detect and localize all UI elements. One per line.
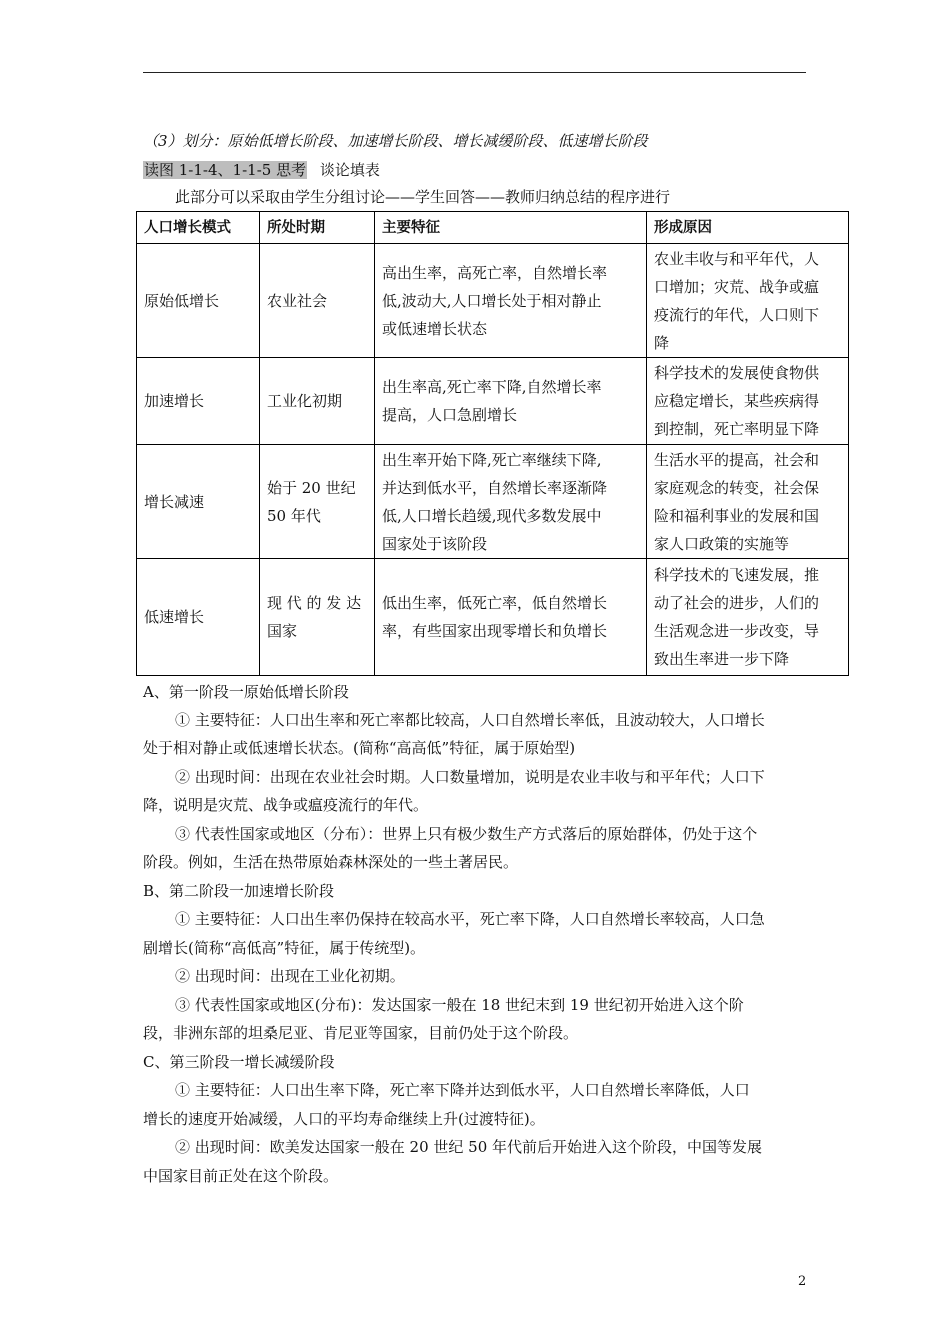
cell-line: 低出生率，低死亡率，低自然增长 xyxy=(382,594,608,612)
table-row xyxy=(137,244,849,358)
cell-line: 国家处于该阶段 xyxy=(382,534,488,553)
cell-causes xyxy=(647,244,849,358)
header-causes: 形成原因 xyxy=(647,212,849,244)
cell-features xyxy=(375,358,647,445)
paragraph-line: 处于相对静止或低速增长状态。(简称“高高低”特征，属于原始型) xyxy=(143,739,576,757)
cell-line: 降 xyxy=(654,333,670,352)
cell-line: 并达到低水平，自然增长率逐渐降 xyxy=(382,478,608,497)
cell-line: 出生率开始下降,死亡率继续下降, xyxy=(382,450,602,469)
cell-line: 疫流行的年代，人口则下 xyxy=(654,305,820,324)
cell-features xyxy=(375,244,647,358)
cell-line: 始于 20 世纪 xyxy=(267,478,356,497)
figure-reference-highlight: 读图 1-1-4、1-1-5 思考 xyxy=(144,161,307,179)
cell-causes xyxy=(647,358,849,445)
cell-period xyxy=(260,445,375,559)
paragraph-line: ② 出现时间：欧美发达国家一般在 20 世纪 50 年代前后开始进入这个阶段，中国等发展 xyxy=(175,1138,763,1156)
table-row xyxy=(137,358,849,445)
paragraph-line: ③ 代表性国家或地区(分布)：发达国家一般在 18 世纪末到 19 世纪初开始进入这个阶 xyxy=(175,996,744,1014)
paragraph-line: 阶段。例如，生活在热带原始森林深处的一些土著居民。 xyxy=(143,853,519,871)
table-row xyxy=(137,445,849,559)
cell-line: 现 代 的 发 达 xyxy=(267,594,362,612)
cell-period xyxy=(260,559,375,676)
paragraph-line: ② 出现时间：出现在农业社会时期。人口数量增加，说明是农业丰收与和平年代；人口下 xyxy=(175,768,765,786)
paragraph-line: ① 主要特征：人口出生率仍保持在较高水平，死亡率下降，人口自然增长率较高，人口急 xyxy=(175,910,765,928)
paragraph-line: 段，非洲东部的坦桑尼亚、肯尼亚等国家，目前仍处于这个阶段。 xyxy=(143,1024,579,1042)
cell-line: 致出生率进一步下降 xyxy=(654,650,790,668)
header-period: 所处时期 xyxy=(260,212,375,244)
cell-line: 生活观念进一步改变，导 xyxy=(654,622,820,640)
table-row xyxy=(137,559,849,676)
page-number: 2 xyxy=(798,1274,807,1289)
cell-line: 或低速增长状态 xyxy=(382,319,488,338)
cell-line: 国家 xyxy=(267,622,298,640)
cell-line: 农业丰收与和平年代，人 xyxy=(654,249,820,268)
header-features: 主要特征 xyxy=(375,212,647,244)
paragraph-line: ③ 代表性国家或地区（分布）：世界上只有极少数生产方式落后的原始群体，仍处于这个 xyxy=(175,825,758,843)
cell-line: 家庭观念的转变，社会保 xyxy=(654,478,820,497)
cell-line: 到控制，死亡率明显下降 xyxy=(654,420,820,438)
cell-line: 率，有些国家出现零增长和负增长 xyxy=(382,622,608,640)
cell-line: 科学技术的飞速发展，推 xyxy=(654,566,820,584)
cell-line: 提高，人口急剧增长 xyxy=(382,406,518,424)
stage-c-heading: C、第三阶段一增长减缓阶段 xyxy=(143,1053,335,1071)
cell-line: 应稳定增长，某些疾病得 xyxy=(654,392,820,410)
cell-line: 家人口政策的实施等 xyxy=(654,534,790,553)
cell-line: 科学技术的发展使食物供 xyxy=(654,364,820,382)
intro-text: 此部分可以采取由学生分组讨论——学生回答——教师归纳总结的程序进行 xyxy=(175,188,671,206)
stage-b-heading: B、第二阶段一加速增长阶段 xyxy=(143,882,335,900)
cell-causes xyxy=(647,445,849,559)
cell-features xyxy=(375,445,647,559)
paragraph-line: ② 出现时间：出现在工业化初期。 xyxy=(175,967,405,985)
cell-mode: 增长减速 xyxy=(137,445,260,559)
paragraph-line: 中国家目前正处在这个阶段。 xyxy=(143,1167,339,1185)
paragraph-line: ① 主要特征：人口出生率下降，死亡率下降并达到低水平，人口自然增长率降低，人口 xyxy=(175,1081,750,1099)
cell-line: 动了社会的进步，人们的 xyxy=(654,594,820,612)
paragraph-line: 降，说明是灾荒、战争或瘟疫流行的年代。 xyxy=(143,796,429,814)
cell-line: 生活水平的提高，社会和 xyxy=(654,450,820,469)
cell-causes xyxy=(647,559,849,676)
table-header-row xyxy=(137,212,849,244)
cell-line: 出生率高,死亡率下降,自然增长率 xyxy=(382,378,602,396)
stage-a-heading: A、第一阶段一原始低增长阶段 xyxy=(143,683,349,701)
figure-reference-rest: 谈论填表 xyxy=(319,161,380,179)
cell-line: 险和福利事业的发展和国 xyxy=(654,506,820,525)
paragraph-line: 剧增长(简称“高低高”特征，属于传统型)。 xyxy=(143,939,426,957)
cell-line: 低,人口增长趋缓,现代多数发展中 xyxy=(382,506,602,525)
cell-mode: 原始低增长 xyxy=(137,244,260,358)
cell-period: 工业化初期 xyxy=(260,358,375,445)
paragraph-line: 增长的速度开始减缓，人口的平均寿命继续上升(过渡特征)。 xyxy=(143,1110,545,1128)
figure-reference xyxy=(143,156,380,184)
population-growth-table xyxy=(136,211,849,676)
cell-line: 口增加；灾荒、战争或瘟 xyxy=(654,277,820,296)
header-rule xyxy=(143,72,806,73)
header-mode: 人口增长模式 xyxy=(137,212,260,244)
cell-line: 高出生率，高死亡率，自然增长率 xyxy=(382,263,608,282)
cell-features xyxy=(375,559,647,676)
cell-line: 50 年代 xyxy=(267,506,321,525)
cell-mode: 低速增长 xyxy=(137,559,260,676)
cell-line: 低,波动大,人口增长处于相对静止 xyxy=(382,291,602,310)
cell-period: 农业社会 xyxy=(260,244,375,358)
section-heading: （3）划分：原始低增长阶段、加速增长阶段、增长减缓阶段、低速增长阶段 xyxy=(143,132,648,150)
paragraph-line: ① 主要特征：人口出生率和死亡率都比较高，人口自然增长率低，且波动较大，人口增长 xyxy=(175,711,765,729)
cell-mode: 加速增长 xyxy=(137,358,260,445)
